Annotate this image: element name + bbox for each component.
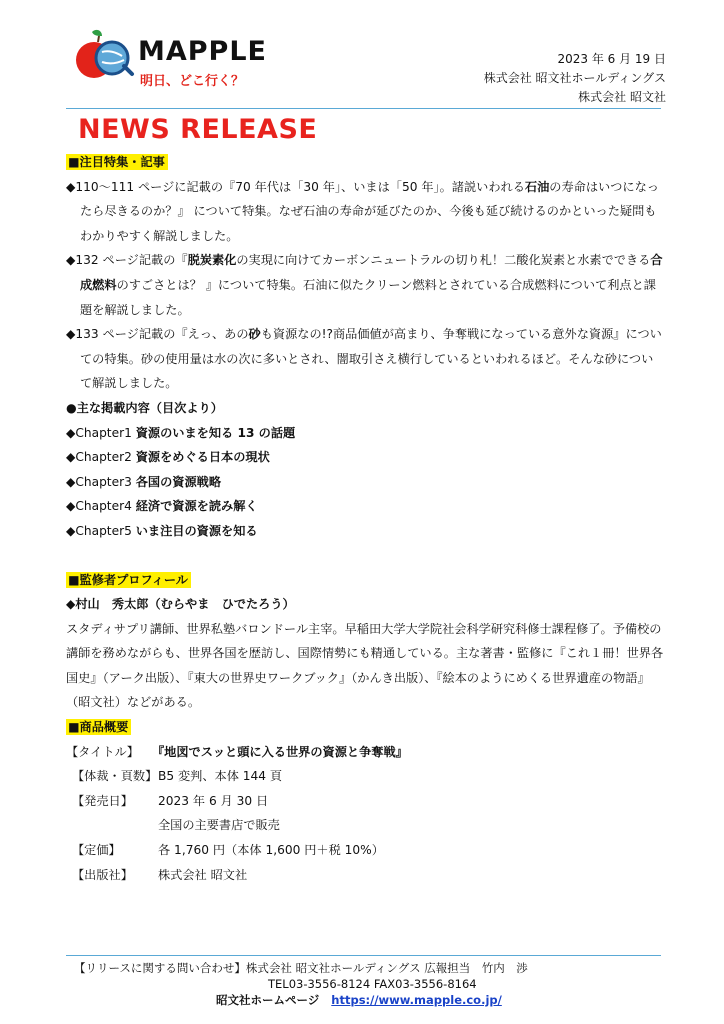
product-row: 【定価】 各 1,760 円（本体 1,600 円＋税 10%）	[72, 843, 384, 858]
product-row: 全国の主要書店で販売	[158, 818, 280, 833]
company-holdings: 株式会社 昭文社ホールディングス	[483, 71, 666, 85]
supervisor-name: ◆村山 秀太郎（むらやま ひでたろう）	[66, 597, 295, 612]
footer	[66, 960, 661, 1008]
feature-item: ◆110～111 ページに記載の『70 年代は「30 年」、いまは「50 年」。諸説いわれる石油の寿命はいつになったら尽きるのか？』 について特集。なぜ石油の寿命が延びたのか、今後も延び続けるのかといった疑問もわかりやすく解説しました。	[66, 179, 659, 243]
phone-fax-line: TEL03-3556-8124 FAX03-3556-8164	[268, 977, 477, 991]
toc-heading: ●主な掲載内容（目次より）	[66, 400, 223, 415]
logo-wordmark: MAPPLE	[138, 36, 267, 67]
contact-line: 【リリースに関する問い合わせ】株式会社 昭文社ホールディングス 広報担当 竹内 渉	[74, 961, 528, 975]
feature-item: ◆133 ページ記載の『えっ、あの砂も資源なの!?商品価値が高まり、争奪戦になっている意外な資源』についての特集。砂の使用量は水の次に多いとされ、闇取引さえ横行しているといわれるほど。そんな砂について解説しました。	[66, 327, 662, 391]
supervisor-bio: スタディサプリ講師、世界私塾バロンドール主宰。早稲田大学大学院社会科学研究科修士課程修了。予備校の講師を務めながらも、世界各国を歴訪し、国際情勢にも精通している。主な著書・監修に『これ１冊！世界各国史』（アーク出版）、『東大の世界史ワークブック』（かんき出版）、『絵本のようにめくる世界遺産の物語』（昭文社）などがある。	[66, 621, 664, 710]
feature-item: ◆132 ページ記載の『脱炭素化の実現に向けてカーボンニュートラルの切り札！二酸化炭素と水素でできる合成燃料のすごさとは？ 』について特集。石油に似たクリーン燃料とされている合成燃料について利点と課題を解説しました。	[66, 253, 663, 317]
product-row: 【体裁・頁数】 B5 変判、本体 144 頁	[72, 769, 283, 784]
title-value: 『地図でスッと頭に入る世界の資源と争奪戦』	[152, 744, 408, 759]
product-heading: ■商品概要	[66, 719, 131, 735]
footer-divider	[66, 955, 661, 956]
homepage-line	[66, 992, 661, 1008]
homepage-label: 昭文社ホームページ	[216, 993, 320, 1007]
news-release-title: NEWS RELEASE	[78, 114, 318, 145]
chapter-item: ◆Chapter1 資源のいまを知る 13 の話題	[66, 425, 296, 440]
feature-heading: ■注目特集・記事	[66, 154, 168, 170]
company-main: 株式会社 昭文社	[578, 90, 666, 104]
mapple-logo	[72, 28, 282, 92]
product-title-row	[66, 740, 664, 765]
release-date: 2023 年 6 月 19 日	[557, 52, 666, 66]
product-row: 【発売日】 2023 年 6 月 30 日	[72, 793, 269, 808]
homepage-link[interactable]: https://www.mapple.co.jp/	[331, 993, 502, 1007]
header-divider	[66, 108, 661, 109]
header-info	[484, 50, 666, 107]
product-row: 【出版社】 株式会社 昭文社	[72, 867, 248, 882]
chapter-item: ◆Chapter3 各国の資源戦略	[66, 474, 222, 489]
apple-globe-icon	[72, 28, 138, 88]
chapter-item: ◆Chapter4 経済で資源を読み解く	[66, 499, 258, 514]
profile-heading: ■監修者プロフィール	[66, 572, 191, 588]
title-label: 【タイトル】	[66, 744, 139, 759]
chapter-item: ◆Chapter5 いま注目の資源を知る	[66, 523, 258, 538]
chapter-item: ◆Chapter2 資源をめぐる日本の現状	[66, 450, 270, 465]
document-body	[66, 150, 664, 887]
logo-tagline: 明日、どこ行く？	[140, 74, 245, 89]
